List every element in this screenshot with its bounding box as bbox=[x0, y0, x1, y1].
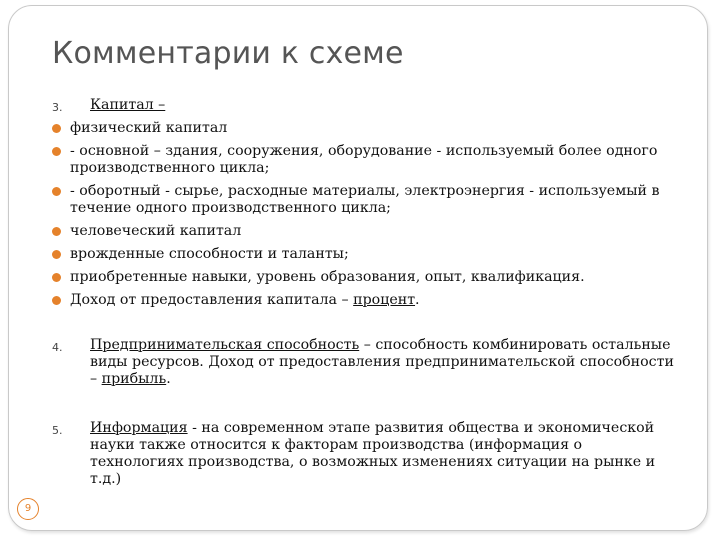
bullet-icon bbox=[52, 124, 61, 133]
list-item-information bbox=[50, 420, 680, 488]
bullet-item bbox=[50, 246, 680, 263]
list-item-capital bbox=[50, 97, 680, 114]
item-number: 5. bbox=[52, 424, 63, 437]
bullet-icon bbox=[52, 147, 61, 156]
bullet-text: - оборотный - сырье, расходные материалы, электроэнергия - используемый в течение одного производственного цикла; bbox=[70, 183, 660, 216]
capital-heading: Капитал – bbox=[90, 97, 166, 113]
page-number: 9 bbox=[17, 498, 39, 520]
item-number: 4. bbox=[52, 341, 63, 354]
income-term: процент bbox=[353, 292, 416, 308]
bullet-icon bbox=[52, 273, 61, 282]
bullet-text: врожденные способности и таланты; bbox=[70, 246, 349, 262]
bullet-text: - основной – здания, сооружения, оборудование - используемый более одного производственного цикла; bbox=[70, 143, 658, 176]
entrepreneurship-suffix: . bbox=[166, 371, 171, 387]
entrepreneurship-text: – способность комбинировать остальные виды ресурсов. Доход от предоставления предпринимательской способности – bbox=[90, 337, 674, 387]
bullet-icon bbox=[52, 227, 61, 236]
bullet-text: приобретенные навыки, уровень образования, опыт, квалификация. bbox=[70, 269, 585, 285]
bullet-item bbox=[50, 143, 680, 177]
entrepreneurship-term: Предпринимательская способность bbox=[90, 337, 360, 353]
information-text: - на современном этапе развития общества и экономической науки также относится к факторам производства (информация о технологиях производства, о возможных изменениях ситуации на рынке и т.д.) bbox=[90, 420, 656, 487]
information-term: Информация bbox=[90, 420, 188, 436]
bullet-icon bbox=[52, 296, 61, 305]
bullet-text: физический капитал bbox=[70, 120, 228, 136]
entrepreneurship-income: прибыль bbox=[101, 371, 167, 387]
bullet-item bbox=[50, 223, 680, 240]
slide-title: Комментарии к схеме bbox=[52, 36, 404, 71]
bullet-item bbox=[50, 120, 680, 137]
bullet-item bbox=[50, 183, 680, 217]
slide-content bbox=[50, 97, 680, 488]
item-number: 3. bbox=[52, 101, 63, 114]
bullet-item-income bbox=[50, 292, 680, 309]
income-prefix: Доход от предоставления капитала – bbox=[70, 292, 354, 308]
list-item-entrepreneurship bbox=[50, 337, 680, 388]
bullet-icon bbox=[52, 250, 61, 259]
bullet-text: человеческий капитал bbox=[70, 223, 242, 239]
bullet-icon bbox=[52, 187, 61, 196]
bullet-item bbox=[50, 269, 680, 286]
income-suffix: . bbox=[415, 292, 420, 308]
